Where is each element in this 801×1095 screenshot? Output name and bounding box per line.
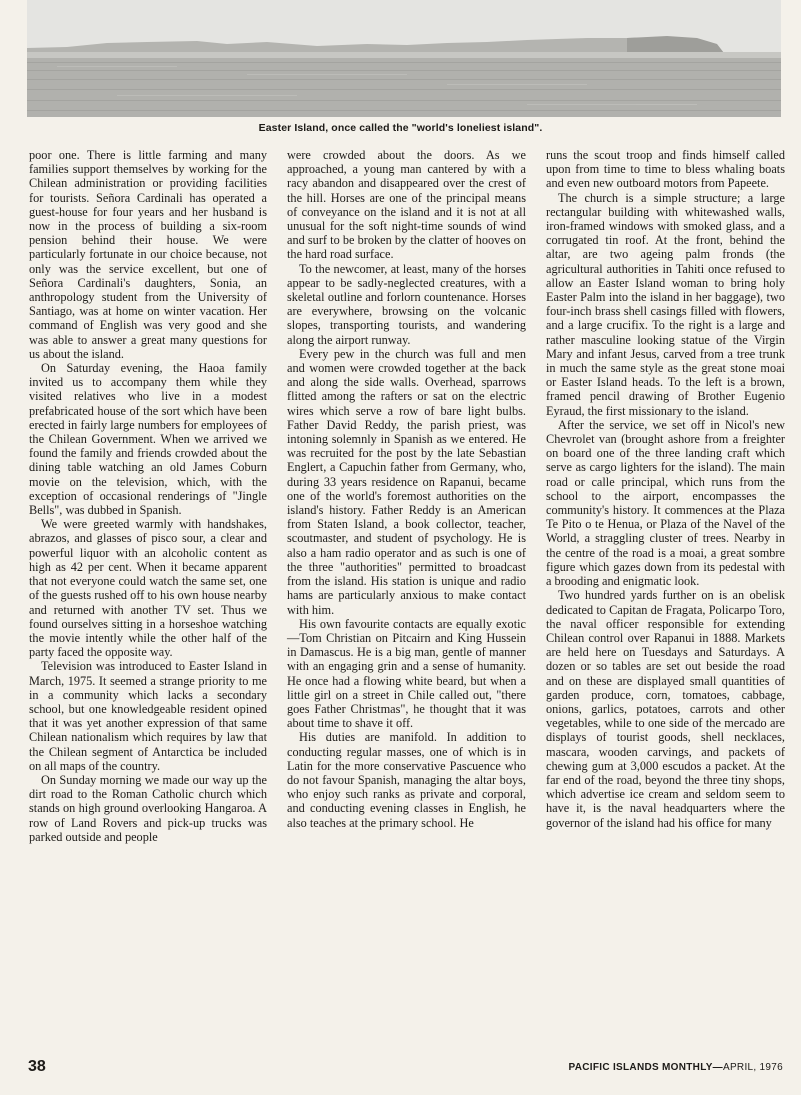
article-column-3 bbox=[546, 148, 785, 830]
article-column-2 bbox=[287, 148, 526, 830]
paragraph: After the service, we set off in Nicol's new Chevrolet van (brought ashore from a freighter on board one of the three landing craft which serve as cargo lighters for the island). The main road or calle principal, which runs from the school to the airport, encompasses the community's history. It commences at the Plaza Te Pito o te Henua, or Plaza of the Navel of the World, a straggling cluster of trees. Nearby in the centre of the road is a moai, a great sombre figure which gazes down from its pedestal with a brooding and enigmatic look. bbox=[546, 417, 785, 589]
paragraph: poor one. There is little farming and many families support themselves by working for the Chilean administration or providing facilities for tourists. Señora Cardinali has operated a guest-house for four years and her husband is now in the process of building a six-room pension behind their house. We were particularly fortunate in our choice because, not only was the service excellent, but one of Señora Cardinali's daughters, Sonia, an anthropology student from the University of Santiago, was at home on winter vacation. Her command of English was very good and she was able to answer a great many questions for us about the island. bbox=[29, 148, 267, 361]
paragraph: Television was introduced to Easter Island in March, 1975. It seemed a strange priority to me in a community which lacks a secondary school, but one knowledgeable resident opined that it was yet another expression of that same Chilean nationalism which requires by law that the Chilean segment of Antarctica be included on all maps of the country. bbox=[29, 659, 267, 773]
article-column-1 bbox=[29, 148, 267, 844]
paragraph: His own favourite contacts are equally exotic—Tom Christian on Pitcairn and King Hussein in Damascus. He is a big man, gentle of manner with an engaging grin and a sense of humanity. He once had a flowing white beard, but when a little girl on a street in Chile called out, "there goes Father Christmas", he thought that it was about time to shave it off. bbox=[287, 616, 526, 731]
paragraph: The church is a simple structure; a large rectangular building with whitewashed walls, iron-framed windows with smoked glass, and a corrugated tin roof. At the front, behind the altar, are two ageing palm fronds (the agricultural authorities in Tahiti once refused to allow an Easter Island woman to bring holy Easter Palm into the island in her baggage), two four-inch brass shell casings filled with flowers, and a large crucifix. To the right is a large and rather masculine looking statue of the Virgin Mary and infant Jesus, carved from a tree trunk in much the same style as the great stone moai or Easter Island heads. To the left is a brown, framed pencil drawing of Brother Eugenio Eyraud, the first missionary to the island. bbox=[546, 190, 785, 418]
landscape-photo-icon bbox=[27, 0, 781, 117]
paragraph: On Sunday morning we made our way up the dirt road to the Roman Catholic church which stands on high ground overlooking Hangaroa. A row of Land Rovers and pick-up trucks was parked outside and people bbox=[29, 772, 267, 844]
paragraph: Every pew in the church was full and men and women were crowded together at the back and along the side walls. Overhead, sparrows flitted among the rafters or sat on the electric wires which serve a row of bare light bulbs. Father David Reddy, the parish priest, was intoning solemnly in Spanish as we entered. He was recruited for the post by the late Sebastian Englert, a Capuchin father from Germany, who, during 33 years residence on Rapanui, became one of the world's foremost authorities on the island's history. Father Reddy is an American from Staten Island, a book collector, teacher, scoutmaster, and student of psychology. He is also a ham radio operator and as such is one of the three "authorities" permitted to broadcast from the island. His station is unique and radio hams are particularly anxious to make contact with him. bbox=[287, 346, 526, 617]
paragraph: runs the scout troop and finds himself called upon from time to time to bless whaling boats and even new outboard motors from Papeete. bbox=[546, 148, 785, 191]
paragraph: were crowded about the doors. As we approached, a young man cantered by with a racy abandon and disappeared over the crest of the hill. Horses are one of the principal means of conveyance on the island and it is not at all unusual for the soft night-time sounds of wind and surf to be broken by the clatter of hooves on the hard road surface. bbox=[287, 148, 526, 262]
footer-dash: — bbox=[712, 1062, 723, 1073]
photo-caption: Easter Island, once called the "world's loneliest island". bbox=[258, 122, 543, 134]
paragraph: Two hundred yards further on is an obelisk dedicated to Capitan de Fragata, Policarpo Toro, the naval officer responsible for extending Chilean control over Rapanui in 1888. Markets are held here on Tuesdays and Saturdays. A dozen or so tables are set out beside the road and on these are displayed small quantities of garden produce, corn, tomatoes, cabbage, onions, garlics, potatoes, carrots and other vegetables, while to one side of the mercado are displays of tourist goods, shell necklaces, mascara, wooden carvings, and packets of chewing gum at 3,000 escudos a packet. At the far end of the road, beyond the three tiny shops, which advertise ice cream and seldom seem to have it, is the naval headquarters where the governor of the island had his office for many bbox=[546, 588, 785, 830]
paragraph: To the newcomer, at least, many of the horses appear to be sadly-neglected creatures, with a skeletal outline and forlorn countenance. Horses are everywhere, browsing on the volcanic slopes, transporting tourists, and wandering along the airport runway. bbox=[287, 261, 526, 347]
issue-date: APRIL, 1976 bbox=[722, 1062, 783, 1073]
publication-name: PACIFIC ISLANDS MONTHLY bbox=[568, 1062, 713, 1073]
page-number: 38 bbox=[28, 1058, 46, 1075]
paragraph: His duties are manifold. In addition to conducting regular masses, one of which is in Latin for the more conservative Pascuence who do not favour Spanish, managing the altar boys, who enjoy such ranks as private and corporal, and conducting evening classes in English, he also teaches at the primary school. He bbox=[287, 730, 526, 830]
running-footer bbox=[569, 1062, 783, 1073]
paragraph: We were greeted warmly with handshakes, abrazos, and glasses of pisco sour, a clear and powerful liquor with an alcoholic content as high as 42 per cent. When it became apparent that not everyone could watch the same set, one of the guests rushed off to his own house nearby and returned with another TV set. Thus we found ourselves sitting in a horseshoe watching the movie intently while the other half of the party faced the opposite way. bbox=[29, 517, 267, 660]
paragraph: On Saturday evening, the Haoa family invited us to accompany them while they visited relatives who live in a modest prefabricated house of the sort which have been erected in fairly large numbers for employees of the Chilean Government. When we arrived we found the family and friends crowded about the dining table watching an old James Coburn movie on the television, which, with the exception of occasional renderings of "Jingle Bells", was dubbed in Spanish. bbox=[29, 361, 267, 518]
island-photo bbox=[27, 0, 781, 117]
